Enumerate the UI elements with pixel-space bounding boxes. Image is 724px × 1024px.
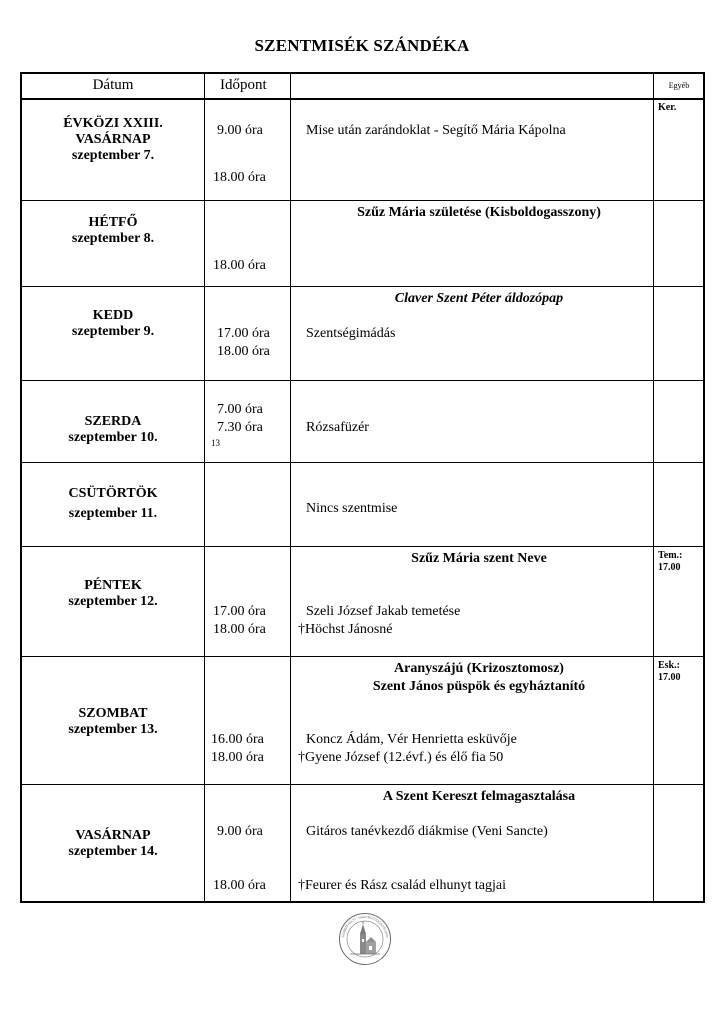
row-divider [22, 656, 703, 657]
page-title: SZENTMISÉK SZÁNDÉKA [254, 36, 470, 55]
mass-time: 18.00 óra [217, 344, 270, 359]
column-divider [204, 74, 205, 901]
day-label: KEDD szeptember 9. [71, 308, 155, 339]
row-divider [22, 462, 703, 463]
day-label: SZOMBAT szeptember 13. [68, 706, 158, 737]
mass-intention: Gitáros tanévkezdő diákmise (Veni Sancte) [306, 824, 548, 839]
feast-name: Aranyszájú (Krizosztomosz) Szent János püspök és egyháztanító [372, 661, 586, 694]
feast-name: Szűz Mária szent Neve [411, 551, 547, 566]
mass-intention: Mise után zarándoklat - Segítő Mária Kápolna [306, 123, 566, 138]
mass-time: 16.00 óra [211, 732, 264, 747]
column-divider [653, 74, 654, 901]
other-note: Tem.: 17.00 [658, 550, 683, 573]
footnote-number: 13 [211, 438, 220, 448]
mass-intention: Szentségimádás [306, 326, 396, 341]
mass-time: 18.00 óra [213, 622, 266, 637]
church-seal-icon [338, 912, 392, 966]
day-label: CSÜTÖRTÖK szeptember 11. [68, 486, 158, 521]
mass-intention: †Gyene József (12.évf.) és élő fia 50 [298, 750, 504, 765]
mass-intention: Rózsafüzér [306, 420, 369, 435]
day-label: PÉNTEK szeptember 12. [68, 578, 158, 609]
mass-time: 7.00 óra [217, 402, 263, 417]
header-time: Időpont [220, 77, 267, 93]
mass-time: 17.00 óra [217, 326, 270, 341]
mass-intention: Koncz Ádám, Vér Henrietta esküvője [306, 732, 517, 747]
day-label: ÉVKÖZI XXIII. VASÁRNAP szeptember 7. [63, 116, 163, 163]
header-date: Dátum [92, 77, 134, 93]
column-divider [290, 74, 291, 901]
feast-name: A Szent Kereszt felmagasztalása [382, 789, 576, 804]
other-note: Esk.: 17.00 [658, 660, 681, 683]
feast-name: Szűz Mária születése (Kisboldogasszony) [357, 205, 601, 220]
feast-name: Claver Szent Péter áldozópap [394, 291, 564, 306]
mass-time: 18.00 óra [211, 750, 264, 765]
svg-text:SOMBATHELYI - NAGYBOLDOGASSZON: SOMBATHELYI - NAGYBOLDOGASSZONY [341, 914, 389, 939]
row-divider [22, 286, 703, 287]
mass-time: 9.00 óra [217, 824, 263, 839]
header-other: Egyéb [668, 81, 690, 90]
day-label: VASÁRNAP szeptember 14. [68, 828, 158, 859]
mass-time: 18.00 óra [213, 258, 266, 273]
mass-time: 9.00 óra [217, 123, 263, 138]
row-divider [22, 380, 703, 381]
mass-time: 18.00 óra [213, 170, 266, 185]
mass-intention: Nincs szentmise [306, 501, 398, 516]
mass-time: 18.00 óra [213, 878, 266, 893]
mass-time: 7.30 óra [217, 420, 263, 435]
mass-intention: Szeli József Jakab temetése [306, 604, 461, 619]
header-divider [22, 98, 703, 100]
row-divider [22, 546, 703, 547]
mass-intention: †Feurer és Rász család elhunyt tagjai [298, 878, 506, 893]
schedule-table [20, 72, 705, 903]
mass-intention: †Höchst Jánosné [298, 622, 393, 637]
mass-time: 17.00 óra [213, 604, 266, 619]
day-label: HÉTFŐ szeptember 8. [71, 215, 155, 246]
day-label: SZERDA szeptember 10. [68, 414, 158, 445]
row-divider [22, 784, 703, 785]
row-divider [22, 200, 703, 201]
other-note: Ker. [658, 102, 677, 113]
